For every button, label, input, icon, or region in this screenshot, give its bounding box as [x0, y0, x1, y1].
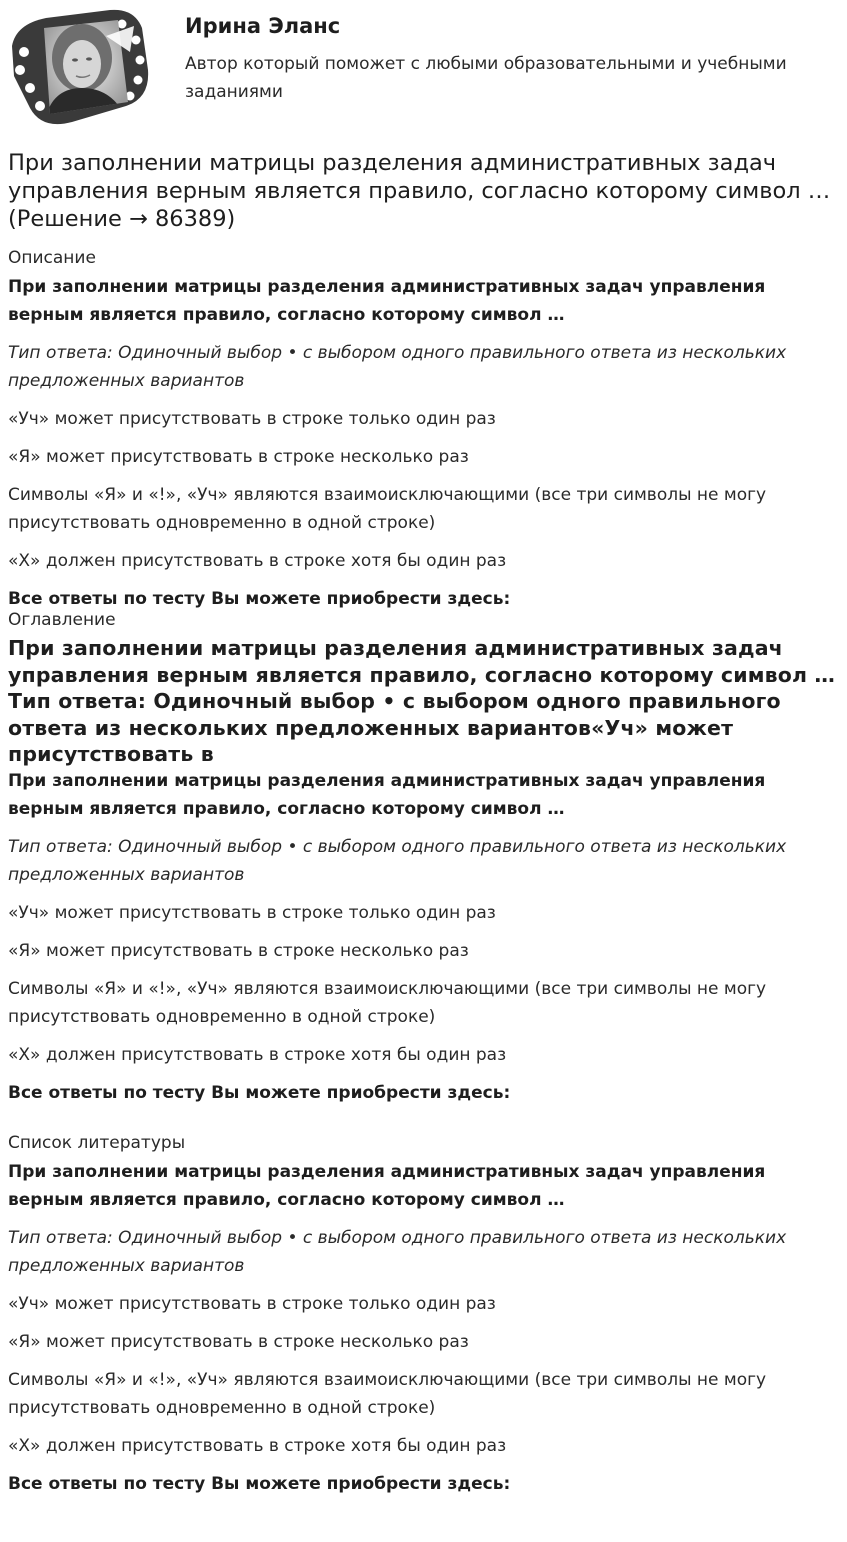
answer-option: Символы «Я» и «!», «Уч» являются взаимоисключающими (все три символы не могу присутствовать одновременно в одной строке) [8, 1370, 767, 1418]
buy-answers-text: Все ответы по тесту Вы можете приобрести здесь: [8, 1083, 511, 1103]
answer-option: Символы «Я» и «!», «Уч» являются взаимоисключающими (все три символы не могу присутствовать одновременно в одной строке) [8, 485, 767, 533]
answer-option: «Я» может присутствовать в строке несколько раз [8, 447, 469, 467]
section-label-literature: Список литературы [8, 1133, 186, 1153]
answer-option: «Уч» может присутствовать в строке только один раз [8, 409, 496, 429]
question-text: При заполнении матрицы разделения административных задач управления верным является правило, согласно которому символ … [8, 1162, 766, 1210]
page-title: При заполнении матрицы разделения административных задач управления верным является правило, согласно которому символ … (Решение → 86389) [8, 150, 831, 232]
content [8, 244, 843, 1494]
toc-content [8, 767, 843, 1129]
literature-section [8, 1129, 843, 1494]
answer-option: «Х» должен присутствовать в строке хотя бы один раз [8, 551, 507, 571]
answer-option: «Я» может присутствовать в строке несколько раз [8, 1332, 469, 1352]
buy-answers-text: Все ответы по тесту Вы можете приобрести здесь: [8, 589, 511, 609]
question-text: При заполнении матрицы разделения административных задач управления верным является правило, согласно которому символ … [8, 277, 766, 325]
author-description: Автор который поможет с любыми образовательными и учебными заданиями [185, 54, 787, 102]
answer-option: «Х» должен присутствовать в строке хотя бы один раз [8, 1436, 507, 1456]
answer-option: Символы «Я» и «!», «Уч» являются взаимоисключающими (все три символы не могу присутствовать одновременно в одной строке) [8, 979, 767, 1027]
section-label-toc: Оглавление [8, 610, 116, 630]
answer-option: «Я» может присутствовать в строке несколько раз [8, 941, 469, 961]
author-name[interactable]: Ирина Эланс [185, 14, 341, 38]
question-text: При заполнении матрицы разделения административных задач управления верным является правило, согласно которому символ … [8, 771, 766, 819]
section-label-description: Описание [8, 248, 96, 268]
author-card [0, 0, 847, 135]
author-photo-avatar [6, 6, 152, 128]
toc-heading: При заполнении матрицы разделения административных задач управления верным является правило, согласно которому символ …Тип ответа: Одиночный выбор • с выбором одного правильного ответа из нескольких предложенных вариантов«Уч» может присутствовать в [8, 636, 836, 766]
buy-answers-text: Все ответы по тесту Вы можете приобрести здесь: [8, 1474, 511, 1494]
toc-section [8, 606, 843, 767]
answer-option: «Уч» может присутствовать в строке только один раз [8, 903, 496, 923]
answer-type: Тип ответа: Одиночный выбор • с выбором одного правильного ответа из нескольких предложенных вариантов [8, 1228, 787, 1276]
answer-type: Тип ответа: Одиночный выбор • с выбором одного правильного ответа из нескольких предложенных вариантов [8, 343, 787, 391]
answer-option: «Х» должен присутствовать в строке хотя бы один раз [8, 1045, 507, 1065]
answer-option: «Уч» может присутствовать в строке только один раз [8, 1294, 496, 1314]
answer-type: Тип ответа: Одиночный выбор • с выбором одного правильного ответа из нескольких предложенных вариантов [8, 837, 787, 885]
description-section [8, 244, 843, 609]
avatar[interactable] [6, 6, 152, 128]
